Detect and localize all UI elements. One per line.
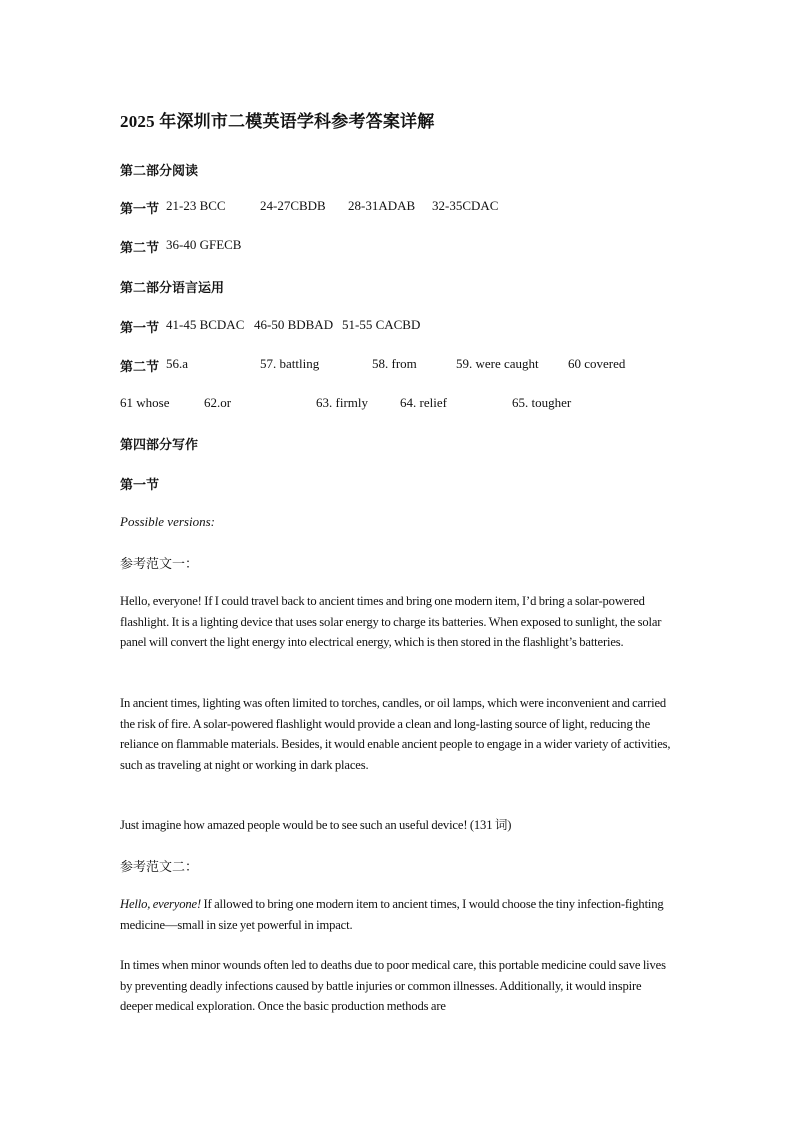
answer-group: 51-55 CACBD [342,317,421,332]
section-label: 第一节 [120,201,160,216]
language-section-heading: 第二部分语言运用 [120,280,225,295]
reading-section2-answers [120,237,680,257]
writing-section1-label: 第一节 [120,477,160,492]
answer-item: 58. from [372,356,417,371]
reading-section1-answers [120,198,680,218]
answer-item: 65. tougher [512,395,572,410]
sample-essay-1-paragraph-1: Hello, everyone! If I could travel back to ancient times and bring one modern item, I’d bring a solar-powered flashlight. It is a lighting device that uses solar energy to charge its batteries. When exposed to sunlight, the solar panel will convert the light energy into electrical energy, which is then stored in the flashlight’s batteries. [120,594,662,650]
answer-group: 28-31ADAB [348,198,416,213]
section-label: 第一节 [120,320,160,335]
sample-essay-1-label: 参考范文一： [120,556,199,571]
answer-item: 64. relief [400,395,447,410]
answer-item: 63. firmly [316,395,368,410]
sample-essay-1-paragraph-3: Just imagine how amazed people would be to see such an useful device! (131 词) [120,818,512,832]
section-label: 第二节 [120,240,160,255]
answer-group: 41-45 BCDAC [166,317,245,332]
sample-essay-2-paragraph-2: In times when minor wounds often led to deaths due to poor medical care, this portable medicine could save lives by preventing deadly infections caused by battle injuries or common illnesses. Additionally, it would inspire deeper medical exploration. Once the basic production methods are [120,958,666,1014]
answer-item: 61 whose [120,395,170,410]
language-section2-answers-row2 [120,395,680,415]
answer-item: 56.a [166,356,189,371]
paragraph-text: If allowed to bring one modern item to ancient times, I would choose the tiny infection-fighting medicine—small in size yet powerful in impact. [120,897,664,932]
reading-section-heading: 第二部分阅读 [120,163,199,178]
language-section1-answers [120,317,680,337]
section-label: 第二节 [120,359,160,374]
answer-item: 62.or [204,395,232,410]
possible-versions-label: Possible versions: [120,514,215,529]
sample-essay-2-label: 参考范文二： [120,859,199,874]
answer-group: 21-23 BCC [166,198,226,213]
sample-essay-1-paragraph-2: In ancient times, lighting was often limited to torches, candles, or oil lamps, which were inconvenient and carried the risk of fire. A solar-powered flashlight would provide a clean and long-lasting source of light, reducing the reliance on flammable materials. Besides, it would enable ancient people to engage in a wider variety of activities, such as traveling at night or working in dark places. [120,696,671,772]
answer-item: 60 covered [568,356,626,371]
language-section2-answers-row1 [120,356,680,376]
answer-group: 24-27CBDB [260,198,326,213]
answer-item: 59. were caught [456,356,539,371]
sample-essay-2-paragraph-1 [120,894,676,935]
greeting-text: Hello, everyone! [120,897,202,911]
answer-group: 36-40 GFECB [166,237,242,252]
answer-item: 57. battling [260,356,320,371]
answer-group: 46-50 BDBAD [254,317,334,332]
writing-section-heading: 第四部分写作 [120,437,199,452]
page-title: 2025 年深圳市二模英语学科参考答案详解 [120,112,435,131]
answer-group: 32-35CDAC [432,198,499,213]
